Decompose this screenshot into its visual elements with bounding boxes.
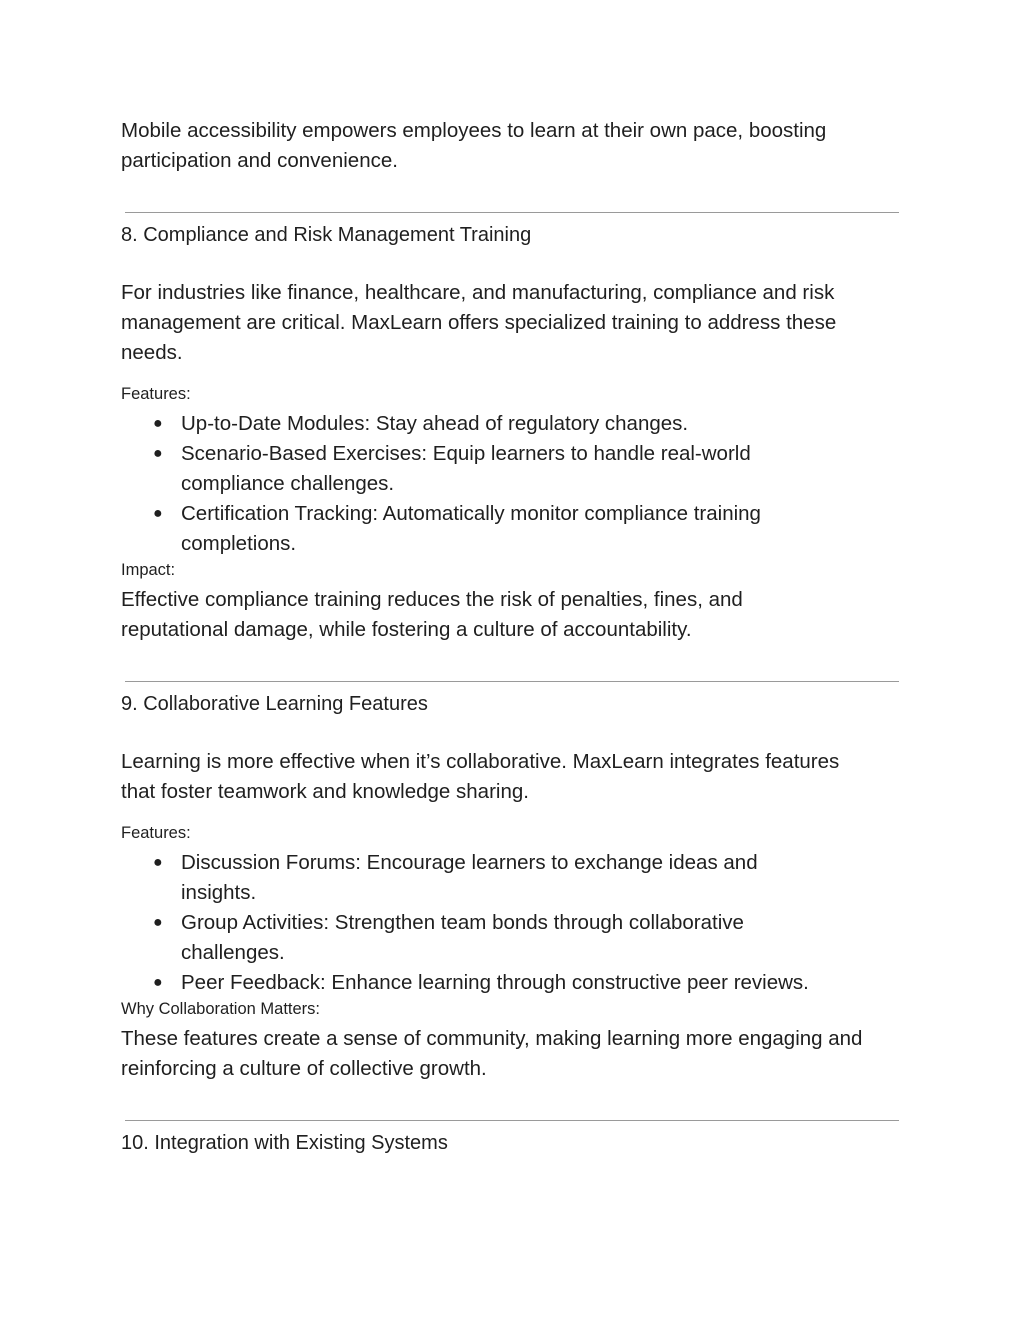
list-item bbox=[121, 409, 899, 439]
section-9-why-text: These features create a sense of community, making learning more engaging and reinforcing a culture of collective growth. bbox=[121, 1027, 863, 1080]
section-9-why-label: Why Collaboration Matters: bbox=[121, 1000, 320, 1018]
bullet-icon: ● bbox=[153, 415, 163, 432]
list-item bbox=[121, 499, 841, 559]
section-10-heading: 10. Integration with Existing Systems bbox=[121, 1132, 448, 1154]
list-item-text: Up-to-Date Modules: Stay ahead of regulatory changes. bbox=[181, 412, 689, 435]
list-item-text: Scenario-Based Exercises: Equip learners to handle real-world compliance challenges. bbox=[181, 442, 751, 495]
section-8-paragraph: For industries like finance, healthcare, and manufacturing, compliance and risk management are critical. MaxLearn offers specialized training to address these needs. bbox=[121, 281, 837, 364]
section-9-features-list bbox=[121, 848, 899, 998]
section-8-impact-text: Effective compliance training reduces the risk of penalties, fines, and reputational damage, while fostering a culture of accountability. bbox=[121, 588, 743, 641]
section-8-heading: 8. Compliance and Risk Management Training bbox=[121, 224, 532, 246]
bullet-icon: ● bbox=[153, 505, 163, 522]
list-item-text: Certification Tracking: Automatically monitor compliance training completions. bbox=[181, 502, 761, 555]
document-page bbox=[121, 116, 899, 1156]
section-9-heading: 9. Collaborative Learning Features bbox=[121, 693, 428, 715]
section-9-paragraph: Learning is more effective when it’s collaborative. MaxLearn integrates features that foster teamwork and knowledge sharing. bbox=[121, 750, 840, 803]
bullet-icon: ● bbox=[153, 854, 163, 871]
intro-paragraph: Mobile accessibility empowers employees to learn at their own pace, boosting participation and convenience. bbox=[121, 119, 827, 172]
section-9-features-label: Features: bbox=[121, 824, 191, 842]
list-item bbox=[121, 908, 821, 968]
list-item-text: Peer Feedback: Enhance learning through constructive peer reviews. bbox=[181, 971, 809, 994]
list-item-text: Discussion Forums: Encourage learners to exchange ideas and insights. bbox=[181, 851, 758, 904]
section-8-features-list bbox=[121, 409, 899, 559]
section-8-features-label: Features: bbox=[121, 385, 191, 403]
bullet-icon: ● bbox=[153, 974, 163, 991]
list-item bbox=[121, 848, 831, 908]
list-item bbox=[121, 439, 811, 499]
list-item-text: Group Activities: Strengthen team bonds through collaborative challenges. bbox=[181, 911, 744, 964]
bullet-icon: ● bbox=[153, 914, 163, 931]
list-item bbox=[121, 968, 899, 998]
section-8-impact-label: Impact: bbox=[121, 561, 176, 579]
bullet-icon: ● bbox=[153, 445, 163, 462]
